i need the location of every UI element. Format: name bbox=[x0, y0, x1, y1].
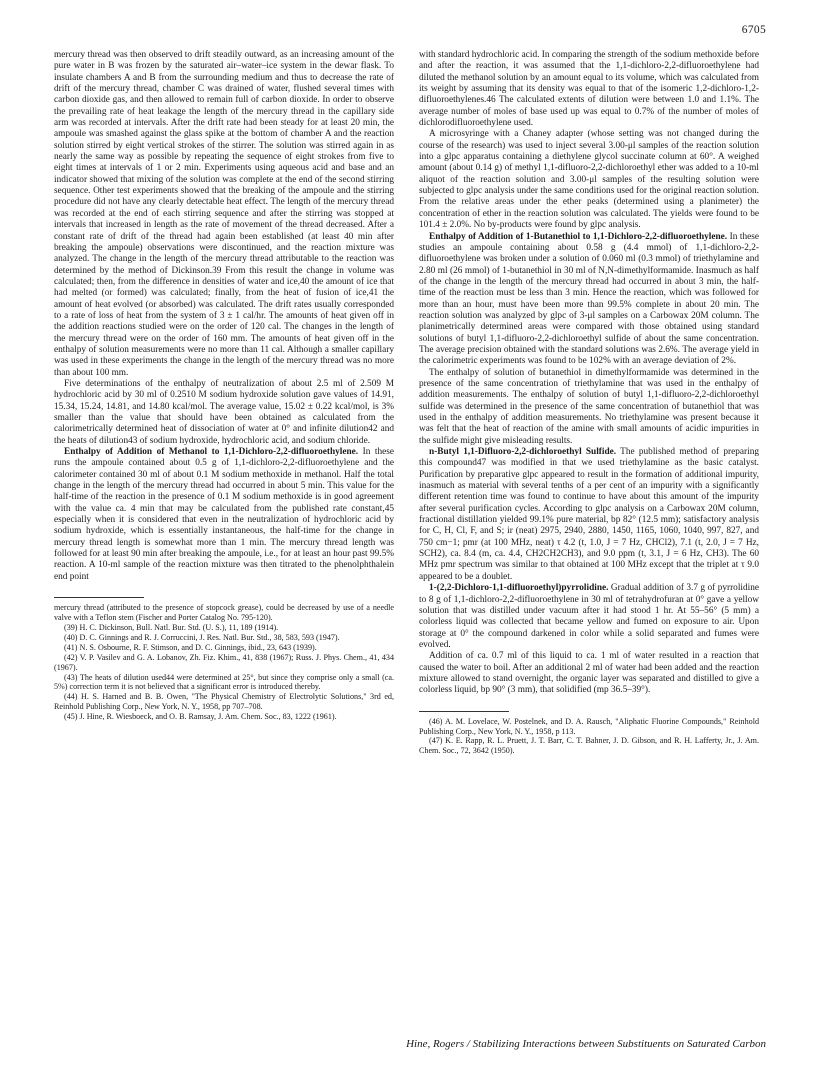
paragraph-text: In these studies an ampoule containing about 0.58 g (4.4 mmol) of 1,1-dichloro-2,2-difluoroethylene was broken under a solution of 0.060 ml (0.3 mmol) of triethylamine and 2.80 ml (26 mmol) of 1-butanethiol in 30 ml of N,N-dimethylformamide. Inasmuch as half of the change in the length of the mercury thread had occurred in about 3 min, the half-time of the reaction must be less than 3 min. Hence the reaction, which was followed for more than an hour, must have been more than 99.5% complete in about 20 min. The reaction solution was analyzed by glpc of 3-μl samples on a Carbowax 20M column. The planimetrically determined areas were compared with those obtained using standard solutions of butyl 1,1-difluoro-2,2-dichloroethyl sulfide of about the same concentration. The average precision obtained with the standard solutions was 2.6%. The average yield in the calorimetric experiments was found to be 102% with an average deviation of 2%. bbox=[419, 231, 759, 367]
paragraph-text: In these runs the ampoule contained about 0.5 g of 1,1-dichloro-2,2-difluoroethylene and the calorimeter contained 30 ml of about 0.1 M sodium methoxide in methanol. Half the total change in the length of the mercury thread had occurred in about 5 min. This value for the half-time of the reaction in the presence of 0.1 M sodium methoxide is in good agreement with the value ca. 4 min that may be calculated from the published rate constant,45 especially when it is considered that even in the neutralization of hydrochloric acid by sodium hydroxide, which is essentially instantaneous, the half-time for the change in mercury thread length is somewhat more than 1 min. The mercury thread length was followed for at least 90 min after breaking the ampoule, i.e., for at least an hour past 99.5% reaction. A 10-ml sample of the reaction mixture was then titrated to the phenolphthalein end point bbox=[54, 447, 395, 582]
section-heading: Enthalpy of Addition of 1-Butanethiol to 1,1-Dichloro-2,2-difluoroethylene. bbox=[429, 231, 728, 242]
paragraph-text: The published method of preparing this compound47 was modified in that we used triethylamine as the basic catalyst. Purification by preparative glpc appeared to result in the formation of additional impurity, inasmuch as material with several tenths of a per cent of an impurity with a significantly different retention time was found to continue to have about this amount of the impurity after several purification cycles. According to glpc analysis on a Carbowax 20M column, fractional distillation yielded 99.1% pure material, bp 82° (12.5 mm); satisfactory analysis for C, H, Cl, F, and S; ir (neat) 2975, 2940, 2880, 1450, 1165, 1060, 1040, 997, 827, and 750 cm−1; pmr (at 100 MHz, neat) τ 4.2 (t, 1.0, J = 7 Hz, CHCl2), 7.1 (t, 2.0, J = 7 Hz, SCH2), ca. 8.4 (m, ca. 4.4, CH2CH2CH3), and 9.0 ppm (t, 3.1, J = 6 Hz, CH3). The 60 MHz pmr spectrum was similar to that obtained at 100 MHz except that the triplet at τ 9.0 appeared to be a doublet. bbox=[419, 447, 759, 582]
footnote: (44) H. S. Harned and B. B. Owen, "The Physical Chemistry of Electrolytic Solutions," 3rd ed, Reinhold Publishing Corp., New York, N. Y., 1958, pp 707–708. bbox=[54, 692, 394, 712]
left-column bbox=[54, 50, 394, 722]
paragraph: The enthalpy of solution of butanethiol in dimethylformamide was determined in the presence of the same concentration of triethylamine that was used in the enthalpy of addition measurements. The enthalpy of solution of butyl 1,1-difluoro-2,2-dichloroethyl sulfide was determined in the presence of the same concentration of butanethiol that was used in the enthalpy of addition measurements. No triethylamine was present because it was felt that the heat of reaction of the amine with small amounts of acidic impurities in the sulfide might give misleading results. bbox=[419, 367, 759, 446]
running-footer: Hine, Rogers / Stabilizing Interactions between Substituents on Saturated Carbon bbox=[406, 1038, 766, 1050]
paragraph bbox=[419, 583, 759, 651]
left-footnotes bbox=[54, 603, 394, 722]
paragraph bbox=[54, 447, 394, 583]
footnote: (47) K. E. Rapp, R. L. Pruett, J. T. Barr, C. T. Bahner, J. D. Gibson, and R. H. Lafferty, Jr., J. Am. Chem. Soc., 72, 3642 (1950). bbox=[419, 736, 759, 756]
section-heading: Enthalpy of Addition of Methanol to 1,1-Dichloro-2,2-difluoroethylene. bbox=[64, 447, 359, 458]
paragraph bbox=[419, 232, 759, 368]
right-column bbox=[419, 50, 759, 756]
footnote: (43) The heats of dilution used44 were determined at 25°, but since they comprise only a small (ca. 5%) correction term it is not believed that a significant error is introduced thereby. bbox=[54, 672, 394, 692]
page-number: 6705 bbox=[741, 24, 766, 36]
footnote: (42) V. P. Vasilev and G. A. Lobanov, Zh. Fiz. Khim., 41, 838 (1967); Russ. J. Phys. Chem., 41, 434 (1967). bbox=[54, 652, 394, 672]
footnote: mercury thread (attributed to the presence of stopcock grease), could be decreased by use of a needle valve with a Teflon stem (Fischer and Porter Catalog No. 795-120). bbox=[54, 603, 394, 623]
footnote: (40) D. C. Ginnings and R. J. Corruccini, J. Res. Natl. Bur. Std., 38, 583, 593 (1947). bbox=[64, 632, 340, 642]
footnote: (45) J. Hine, R. Wiesboeck, and O. B. Ramsay, J. Am. Chem. Soc., 83, 1222 (1961). bbox=[64, 712, 337, 722]
paragraph: Addition of ca. 0.7 ml of this liquid to ca. 1 ml of water resulted in a reaction that caused the water to boil. After an additional 2 ml of water had been added and the reaction mixture allowed to stand overnight, the organic layer was separated and distilled to give a colorless liquid, bp 90° (3 mm), that solidified (mp 36.5–39°). bbox=[419, 651, 759, 696]
paragraph: mercury thread was then observed to drift steadily outward, as an increasing amount of the pure water in B was frozen by the saturated air–water–ice system in the dewar flask. To insulate chambers A and B from the surrounding medium and thus to decrease the rate of drift of the mercury thread, chamber C was drained of water, flushed several times with carbon dioxide gas, and then allowed to remain full of carbon dioxide. In order to observe the prevailing rate of heat leakage the length of the mercury thread in the capillary side arm was recorded at intervals. After the drift rate had been steady for at least 20 min, the ampoule was smashed against the glass spike at the bottom of chamber A and the reaction solution stirred by eight vertical strokes of the stirrer. The solution was stirred again in as nearly the same way as possible by repeating the sequence of eight strokes from five to eight times at intervals of 1 or 2 min. Experiments using aqueous acid and base and an indicator showed that mixing of the solution was complete at the end of the second stirring sequence. Other test experiments showed that the breaking of the ampoule and the stirring procedure did not have any clearly detectable heat effect. The length of the mercury thread was recorded at the end of each stirring sequence and after the stirring was stopped at intervals that increased in length as the rate of movement of the thread decreased. After a constant rate of drift of the thread had again been established (at least 40 min after breaking the ampoule) observations were discontinued, and the reaction mixture was analyzed. The change in the length of the mercury thread attributable to the reaction was determined by the method of Dickinson.39 From this result the change in volume was calculated; then, from the difference in densities of water and ice,40 the amount of ice that had melted (or formed) was calculated; finally, from the heat of fusion of ice,41 the amount of heat evolved (or absorbed) was calculated. The drift rates usually corresponded to a rate of loss of heat from the system of 3 ± 1 cal/hr. The amounts of heat given off in the addition reactions studied were on the order of 120 cal. The changes in the length of the mercury thread were on the order of 160 mm. The amounts of heat given off in the enthalpy of solution measurements were no more than 11 cal. Although a smaller capillary was used in these experiments the change in the length of the mercury thread was no more than about 100 mm. bbox=[54, 50, 394, 378]
footnote-rule bbox=[419, 711, 509, 712]
section-heading: 1-(2,2-Dichloro-1,1-difluoroethyl)pyrrolidine. bbox=[429, 583, 609, 594]
footnote: (41) N. S. Osbourne, R. F. Stimson, and D. C. Ginnings, ibid., 23, 643 (1939). bbox=[64, 642, 317, 652]
paragraph bbox=[419, 447, 759, 583]
footnote: (39) H. C. Dickinson, Bull. Natl. Bur. Std. (U. S.), 11, 189 (1914). bbox=[64, 622, 279, 632]
paragraph: A microsyringe with a Chaney adapter (whose setting was not changed during the course of the research) was used to inject several 3.00-μl samples of the reaction solution into a glpc apparatus containing a diethylene glycol succinate column at 60°. A weighed amount (about 0.14 g) of methyl 1,1-difluoro-2,2-dichloroethyl ether was added to a 10-ml aliquot of the reaction solution and 3.00-μl samples of the resulting solution were subjected to glpc analysis under the same conditions used for the original reaction solution. From the relative areas under the ether peaks (determined using a planimeter) the concentration of ether in the reaction solution was calculated. The yields were found to be 101.4 ± 2.0%. No by-products were found by glpc analysis. bbox=[419, 129, 759, 231]
right-body bbox=[419, 50, 759, 697]
paragraph: Five determinations of the enthalpy of neutralization of about 2.5 ml of 2.509 M hydrochloric acid by 30 ml of 0.2510 M sodium hydroxide solution gave values of 14.91, 15.34, 15.24, 14.81, and 14.80 kcal/mol. The average value, 15.02 ± 0.22 kcal/mol, is 3% smaller than the value that should have been obtained as calculated from the calorimetrically determined heat of dissociation of water at 0° and infinite dilution42 and the heats of dilution43 of sodium hydroxide, hydrochloric acid, and sodium chloride. bbox=[54, 378, 394, 446]
left-body bbox=[54, 50, 394, 583]
footnote-rule bbox=[54, 597, 144, 598]
paragraph: with standard hydrochloric acid. In comparing the strength of the sodium methoxide before and after the reaction, it was assumed that the 1,1-dichloro-2,2-difluoroethylene had diluted the methanol solution by an amount equal to its volume, which was calculated from its weight by assuming that its density was equal to that of the isomeric 1,2-dichloro-1,2-difluoroethylenes.46 The calculated extents of dilution were between 1.0 and 1.1%. The average number of moles of base used up was equal to 0.7% of the number of moles of dichlorodifluoroethylene used. bbox=[419, 50, 759, 129]
section-heading: n-Butyl 1,1-Difluoro-2,2-dichloroethyl Sulfide. bbox=[429, 447, 617, 458]
right-footnotes bbox=[419, 717, 759, 757]
footnote: (46) A. M. Lovelace, W. Postelnek, and D. A. Rausch, "Aliphatic Fluorine Compounds," Reinhold Publishing Corp., New York, N. Y., 1958, p 113. bbox=[419, 716, 759, 736]
paragraph-text: Gradual addition of 3.7 g of pyrrolidine to 8 g of 1,1-dichloro-2,2-difluoroethylene in 30 ml of tetrahydrofuran at 0° gave a yellow solution that was distilled under vacuum after it had stood 1 hr. At 55–56° (5 mm) a colorless liquid was collected that became yellow and fumed on exposure to air. Upon storage at 0° the compound darkened in color while a solid separated and fumes were evolved. bbox=[419, 583, 759, 650]
